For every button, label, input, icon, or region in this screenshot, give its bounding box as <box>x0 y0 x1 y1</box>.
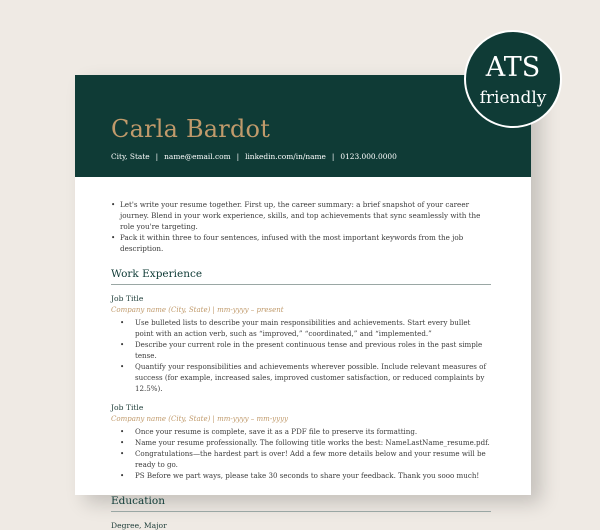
badge-title: ATS <box>485 52 541 83</box>
contact-phone: 0123.000.0000 <box>340 152 397 161</box>
job-entry <box>111 294 491 394</box>
resume-body <box>111 199 491 530</box>
contact-separator: | <box>155 152 159 161</box>
job-title: Job Title <box>111 294 144 303</box>
work-experience-heading: Work Experience <box>111 268 491 285</box>
responsibility-item: • Use bulleted lists to describe your main responsibilities and achievements. Start every bullet point with an action verb, such as “improved,” “coordinated,” and “implemented.” <box>111 317 491 339</box>
responsibility-list <box>111 426 491 481</box>
responsibility-item: • Quantify your responsibilities and achievements wherever possible. Include relevant measures of success (for example, increased sales, improved customer satisfaction, or reduced complaints by 12.5%). <box>111 361 491 394</box>
badge-subtitle: friendly <box>479 88 547 108</box>
contact-location: City, State <box>111 152 150 161</box>
summary-item: • Pack it within three to four sentences, infused with the most important keywords from the job description. <box>111 232 491 254</box>
resume-page <box>75 75 531 530</box>
summary-item: • Let's write your resume together. First up, the career summary: a brief snapshot of your career journey. Blend in your work experience, skills, and top achievements that sync seamlessly with the role you're targeting. <box>111 199 491 232</box>
responsibility-item: • Congratulations—the hardest part is over! Add a few more details below and your resume will be ready to go. <box>111 448 491 470</box>
contact-linkedin: linkedin.com/in/name <box>245 152 326 161</box>
job-title: Job Title <box>111 403 144 412</box>
company-line: Company name (City, State) | mm-yyyy – present <box>111 306 284 314</box>
career-summary <box>111 199 491 254</box>
responsibility-item: • PS Before we part ways, please take 30 seconds to share your feedback. Thank you sooo much! <box>111 470 491 481</box>
contact-line <box>111 152 397 161</box>
contact-email: name@email.com <box>164 152 231 161</box>
company-line: Company name (City, State) | mm-yyyy – mm-yyyy <box>111 415 288 423</box>
contact-separator: | <box>236 152 240 161</box>
degree-line: Degree, Major <box>111 521 167 530</box>
responsibility-item: • Describe your current role in the present continuous tense and previous roles in the past simple tense. <box>111 339 491 361</box>
responsibility-list <box>111 317 491 394</box>
responsibility-item: • Once your resume is complete, save it as a PDF file to preserve its formatting. <box>111 426 491 437</box>
education-heading: Education <box>111 495 491 512</box>
resume-header <box>75 75 531 177</box>
job-entry <box>111 403 491 481</box>
ats-friendly-badge <box>464 30 562 128</box>
responsibility-item: • Name your resume professionally. The following title works the best: NameLastName_resume.pdf. <box>111 437 491 448</box>
contact-separator: | <box>331 152 335 161</box>
candidate-name: Carla Bardot <box>111 115 271 143</box>
